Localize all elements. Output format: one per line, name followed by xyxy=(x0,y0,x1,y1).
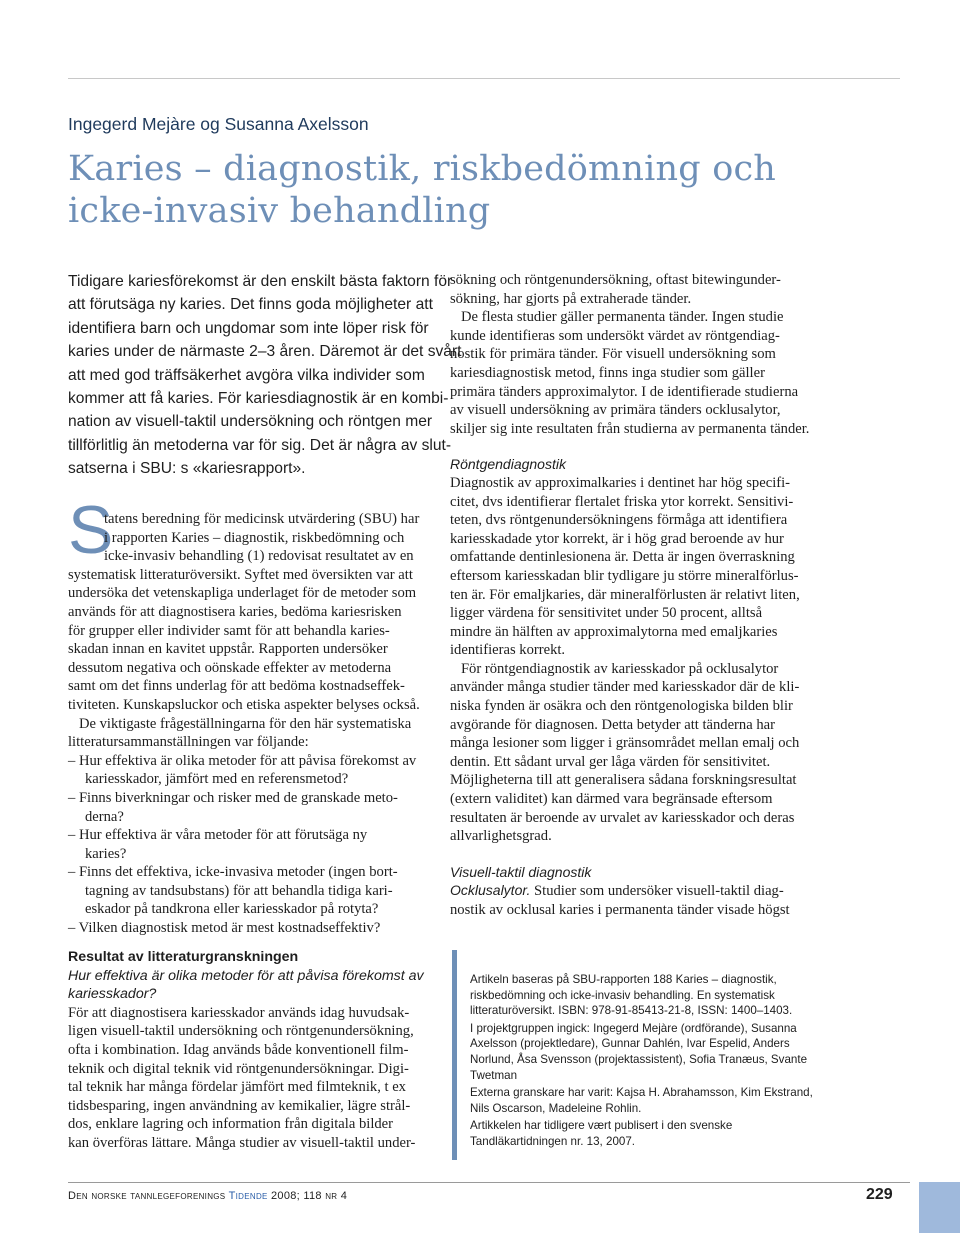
list-item: – Hur effektiva är olika metoder för att påvisa förekomst av xyxy=(68,752,417,769)
info-line: Tandläkartidningen nr. 13, 2007. xyxy=(470,1134,636,1148)
body-line: skadan innan en kavitet uppstår. Rapporten undersöker xyxy=(68,641,388,658)
section-heading: Resultat av litteraturgranskningen xyxy=(68,949,299,965)
body-line: systematisk litteraturöversikt. Syftet med översikten var att xyxy=(68,566,413,583)
body-line: För att diagnostisera kariesskador används idag huvudsak- xyxy=(68,1004,410,1021)
body-line: Diagnostik av approximalkaries i dentinet har hög specifi- xyxy=(450,474,791,491)
footer-journal xyxy=(68,1190,347,1202)
info-line: litteraturöversikt. ISBN: 978-91-85413-21-8, ISSN: 1400–1403. xyxy=(470,1004,793,1018)
body-line: kan överföras lättare. Många studier av visuell-taktil under- xyxy=(68,1134,416,1151)
body-line: dessutom negativa och oönskade effekter av metoderna xyxy=(68,659,392,676)
article-title xyxy=(68,148,868,232)
info-line: Twetman xyxy=(470,1068,518,1082)
body-line: många lesioner som ligger i gränsområdet mellan emalj och xyxy=(450,735,800,752)
top-rule xyxy=(68,78,900,79)
list-item-cont: karies? xyxy=(85,845,127,862)
lead-line: karies under de närmaste 2–3 åren. Däremot är det svårt xyxy=(68,343,462,361)
body-line: kariesskadade ytor korrekt, är i hög grad beroende av hur xyxy=(450,530,784,547)
section-subheading: kariesskador? xyxy=(68,986,157,1003)
body-text: Studier som undersöker visuell-taktil diag- xyxy=(530,883,784,900)
footer-rule xyxy=(68,1182,910,1183)
body-line: omfattande dentinlesionena är. Detta är ingen överraskning xyxy=(450,549,795,566)
info-line: Nils Oscarson, Madeleine Rohlin. xyxy=(470,1101,642,1115)
body-line: De flesta studier gäller permanenta tänder. Ingen studie xyxy=(450,309,784,326)
body-line: avgörande för diagnosen. Detta betyder att tänderna har xyxy=(450,716,775,733)
list-item: – Hur effektiva är våra metoder för att förutsäga ny xyxy=(68,827,368,844)
body-line: kunde identifieras som undersökt värdet av röntgendiag- xyxy=(450,327,780,344)
lead-line: nation av visuell-taktil undersökning och röntgen mer xyxy=(68,413,433,431)
body-line: tidsbesparing, ingen användning av kemikalier, lägre strål- xyxy=(68,1097,411,1114)
drop-cap: S xyxy=(68,492,114,568)
page-number: 229 xyxy=(866,1186,893,1203)
section-subheading: Hur effektiva är olika metoder för att påvisa förekomst av xyxy=(68,967,424,984)
body-line: eftersom kariesskadan blir tydligare ju större mineralförlus- xyxy=(450,567,799,584)
body-line: använder många studier tänder med kariesskador där de kli- xyxy=(450,679,800,696)
corner-tab xyxy=(919,1182,960,1233)
body-line: niska fynden är osäkra och den röntgenologiska bilden blir xyxy=(450,698,793,715)
authors: Ingegerd Mejàre og Susanna Axelsson xyxy=(68,114,369,134)
list-item-cont: derna? xyxy=(85,808,124,825)
list-item-cont: kariesskador, jämfört med en referensmetod? xyxy=(85,771,349,788)
body-line: kariesdiagnostisk metod, finns inga studier som gäller xyxy=(450,364,765,381)
column-left xyxy=(68,510,432,938)
body-line: dos, enklare lagring och information från digitala bilder xyxy=(68,1116,394,1133)
lead-line: identifiera barn och ungdomar som inte löper risk för xyxy=(68,319,429,337)
lead-line: satserna i SBU: s «kariesrapport». xyxy=(68,460,306,478)
list-item: – Finns det effektiva, icke-invasiva metoder (ingen bort- xyxy=(68,864,398,881)
body-line: undersöka det vetenskapliga underlaget för de metoder som xyxy=(68,585,417,602)
body-line: av visuell undersökning av primära tänders ocklusalytor, xyxy=(450,402,781,419)
body-line: används för att diagnostisera karies, bedöma kariesrisken xyxy=(68,603,402,620)
body-line: litteratursammanställningen var följande: xyxy=(68,734,309,751)
body-line: teten, dvs röntgenundersökningens förmåga att identifiera xyxy=(450,512,788,529)
body-line: De viktigaste frågeställningarna för den här systematiska xyxy=(68,715,412,732)
body-line: ofta i kombination. Idag används både konventionell film- xyxy=(68,1041,409,1058)
title-line: Karies – diagnostik, riskbedömning och xyxy=(68,149,777,189)
list-item: – Finns biverkningar och risker med de granskade meto- xyxy=(68,789,398,806)
body-line: ten är. För emaljkaries, där mineralförlusten är relativt liten, xyxy=(450,586,800,603)
body-line: primära tänders approximalytor. I de identifierade studierna xyxy=(450,383,799,400)
body-line: sökning, har gjorts på extraherade tänder. xyxy=(450,290,692,307)
lead-line: att med god träffsäkerhet avgöra vilka individer som xyxy=(68,366,425,384)
list-item: – Vilken diagnostisk metod är mest kostnadseffektiv? xyxy=(68,920,381,937)
body-line: sökning och röntgenundersökning, oftast bitewingunder- xyxy=(450,272,781,288)
column-left-results xyxy=(68,948,432,1153)
body-line: mindre än hälften av approximalytorna med emaljkaries xyxy=(450,623,778,640)
lead-line: Tidigare kariesförekomst är den enskilt bästa faktorn för xyxy=(68,273,453,290)
body-line: identifieras korrekt. xyxy=(450,642,566,659)
info-box-text xyxy=(470,972,813,1150)
body-line: nostik av ocklusal karies i permanenta tänder visade högst xyxy=(450,902,790,918)
list-item-cont: tagning av tandsubstans) för att behandla tidiga kari- xyxy=(85,882,393,899)
body-line xyxy=(450,881,820,901)
body-line: tiviteten. Kunskapsluckor och etiska aspekter belyses också. xyxy=(68,696,420,713)
list-item-cont: eskador på tandkrona eller kariesskador på rotyta? xyxy=(85,901,379,918)
body-line: nostik för primära tänder. För visuell undersökning som xyxy=(450,346,776,363)
column-right xyxy=(450,271,820,920)
info-box-accent-bar xyxy=(452,950,457,1160)
run-in-heading: Ocklusalytor. xyxy=(450,882,531,899)
body-line: citet, dvs identifierar flertalet friska ytor korrekt. Sensitivi- xyxy=(450,493,794,510)
body-line: allvarlighetsgrad. xyxy=(450,828,552,845)
body-line: i rapporten Karies – diagnostik, riskbedömning och xyxy=(104,529,405,546)
journal-name-accent: Tidende xyxy=(228,1190,268,1202)
body-line: skiljer sig inte resultaten från studierna av permanenta tänder. xyxy=(450,420,810,437)
body-line: För röntgendiagnostik av kariesskador på ocklusalytor xyxy=(450,660,779,677)
body-line: ligen visuell-taktil undersökning och röntgenundersökning, xyxy=(68,1023,414,1040)
body-line: teknik och digital teknik vid röntgenundersökningar. Digi- xyxy=(68,1060,409,1077)
lead-line: kommer att få karies. För kariesdiagnostik är en kombi- xyxy=(68,390,449,408)
journal-name: Den norske tannlegeforenings xyxy=(68,1190,229,1202)
info-line: Artikkelen har tidligere vært publisert i den svenske xyxy=(470,1119,733,1133)
journal-issue: 2008; 118 nr 4 xyxy=(267,1190,348,1202)
info-line: Axelsson (projektledare), Gunnar Dahlén, Ivar Espelid, Anders xyxy=(470,1037,790,1051)
info-line: I projektgruppen ingick: Ingegerd Mejàre (ordförande), Susanna xyxy=(470,1021,797,1035)
info-line: Externa granskare har varit: Kajsa H. Abrahamsson, Kim Ekstrand, xyxy=(470,1086,813,1100)
info-line: Artikeln baseras på SBU-rapporten 188 Karies – diagnostik, xyxy=(470,973,777,986)
body-line: dentin. Ett sådant urval ger låga värden för sensitivitet. xyxy=(450,753,771,770)
body-line: ligger värdena för sensitivitet under 50 procent, alltså xyxy=(450,605,763,622)
body-line: tatens beredning för medicinsk utvärdering (SBU) har xyxy=(104,511,420,527)
body-line: för grupper eller individer samt för att behandla karies- xyxy=(68,622,390,639)
lead-line: att förutsäga ny karies. Det finns goda möjligheter att xyxy=(68,296,433,314)
body-line: (extern validitet) kan därmed vara begränsade eftersom xyxy=(450,791,773,808)
body-line: resultaten är beroende av urvalet av kariesskador och deras xyxy=(450,809,795,826)
body-line: samt om det finns underlag för att bedöma kostnadseffek- xyxy=(68,678,405,695)
section-subheading: Visuell-taktil diagnostik xyxy=(450,863,592,880)
lead-line: tillförlitlig än metoderna var för sig. Det är några av slut- xyxy=(68,436,452,454)
body-line: Möjligheterna till att generalisera sådana forskningsresultat xyxy=(450,772,797,789)
section-subheading: Röntgendiagnostik xyxy=(450,456,566,473)
body-line: tal teknik har många fördelar jämfört med filmteknik, t ex xyxy=(68,1079,406,1096)
info-line: riskbedömning och icke-invasiv behandling. En systematisk xyxy=(470,988,775,1002)
lead-paragraph xyxy=(68,270,462,481)
info-line: Norlund, Åsa Svensson (projektassistent), Sofia Tranæus, Svante xyxy=(470,1052,808,1066)
body-line: icke-invasiv behandling (1) redovisat resultatet av en xyxy=(104,548,414,565)
title-line: icke-invasiv behandling xyxy=(68,191,491,231)
